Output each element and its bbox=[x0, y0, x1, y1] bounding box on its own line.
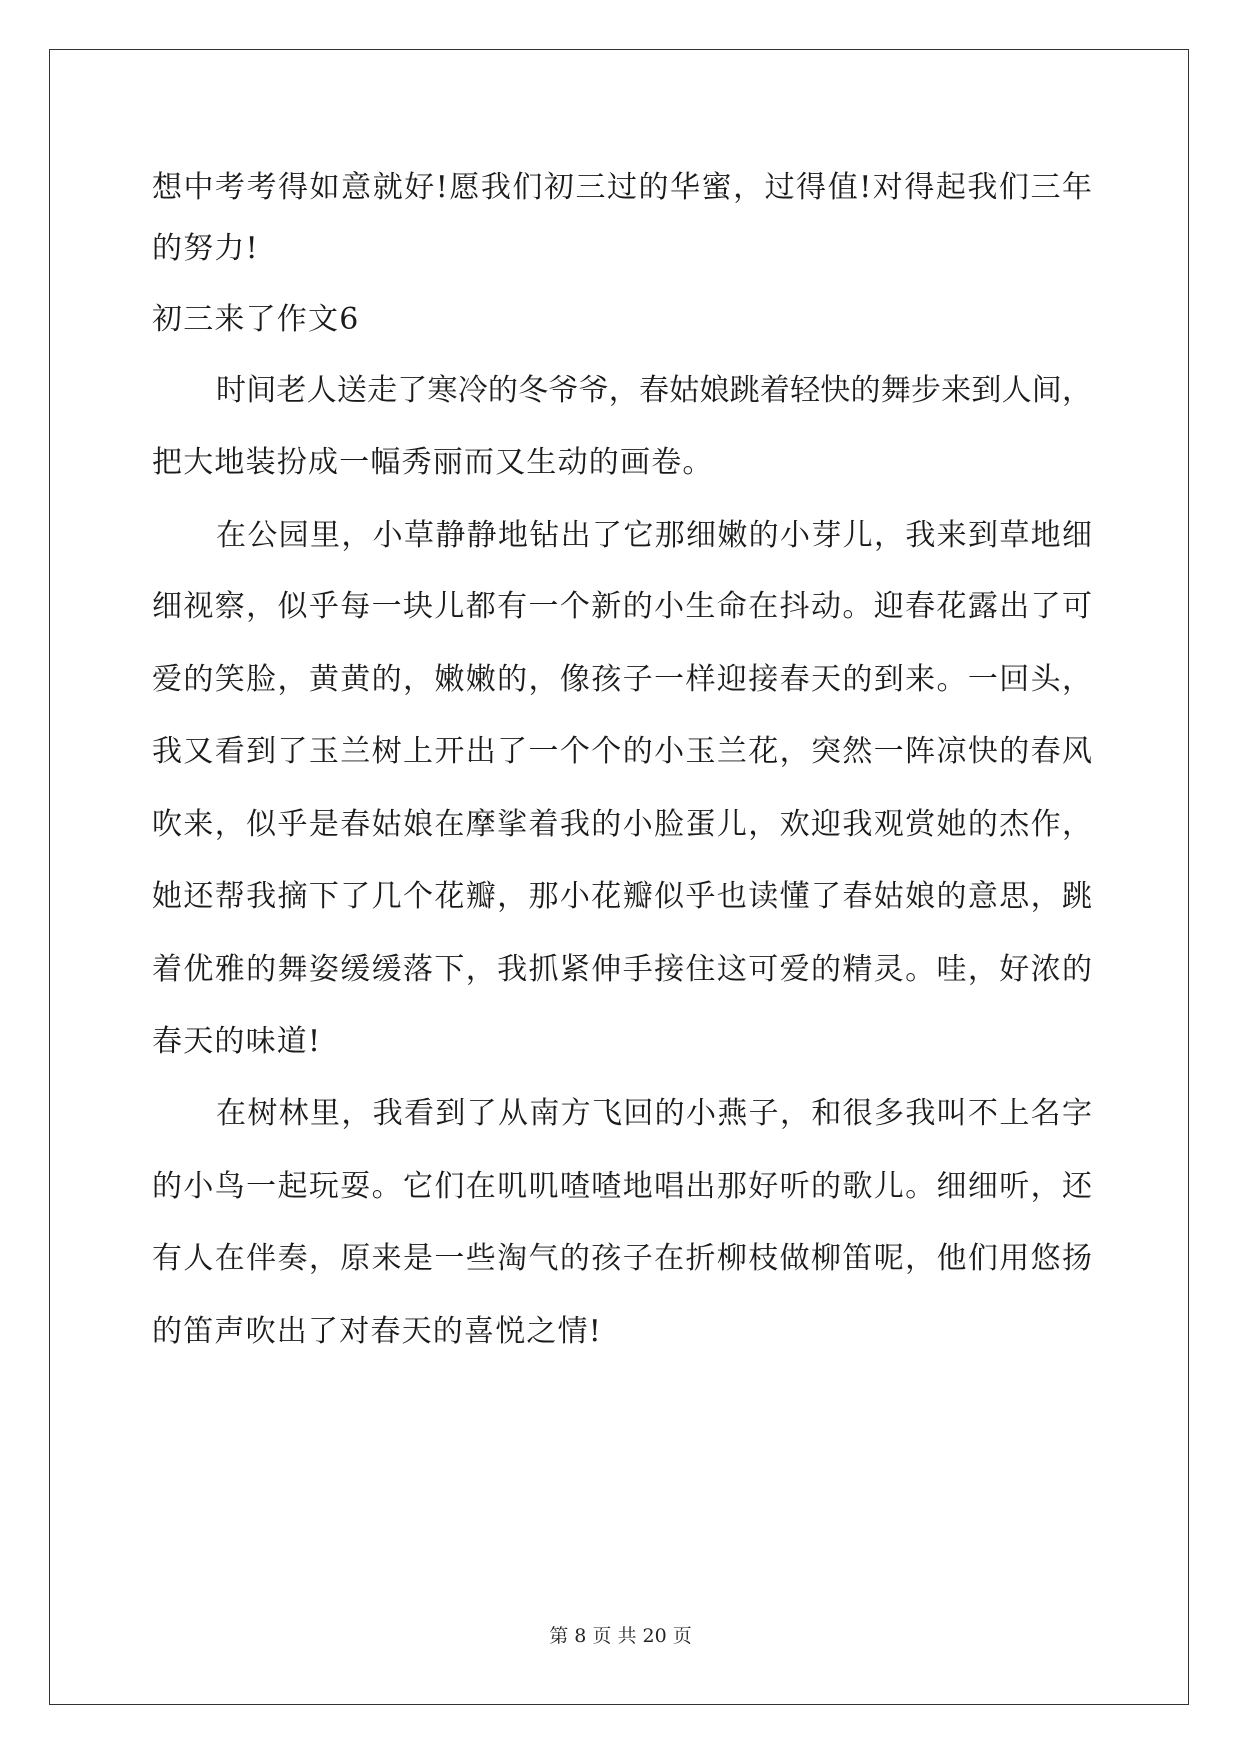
text-line: 春天的味道! bbox=[152, 1024, 322, 1059]
text-line: 细视察，似乎每一块儿都有一个新的小生命在抖动。迎春花露出了可 bbox=[152, 589, 1092, 624]
text-line: 吹来，似乎是春姑娘在摩挲着我的小脸蛋儿，欢迎我观赏她的杰作， bbox=[152, 807, 1092, 842]
text-line: 的努力! bbox=[152, 231, 259, 266]
text-line: 在公园里，小草静静地钻出了它那细嫩的小芽儿，我来到草地细 bbox=[216, 518, 1092, 553]
text-line: 她还帮我摘下了几个花瓣，那小花瓣似乎也读懂了春姑娘的意思，跳 bbox=[152, 879, 1092, 914]
page-number: 第 8 页 共 20 页 bbox=[549, 1625, 692, 1647]
section-heading: 初三来了作文6 bbox=[152, 302, 360, 337]
text-line: 的小鸟一起玩耍。它们在叽叽喳喳地唱出那好听的歌儿。细细听，还 bbox=[152, 1169, 1092, 1204]
text-line: 时间老人送走了寒冷的冬爷爷，春姑娘跳着轻快的舞步来到人间， bbox=[216, 373, 1092, 408]
text-line: 我又看到了玉兰树上开出了一个个的小玉兰花，突然一阵凉快的春风 bbox=[152, 734, 1092, 769]
text-line: 有人在伴奏，原来是一些淘气的孩子在折柳枝做柳笛呢，他们用悠扬 bbox=[152, 1241, 1092, 1276]
text-line: 的笛声吹出了对春天的喜悦之情! bbox=[152, 1314, 603, 1349]
text-line: 想中考考得如意就好!愿我们初三过的华蜜，过得值!对得起我们三年 bbox=[152, 170, 1092, 205]
text-line: 在树林里，我看到了从南方飞回的小燕子，和很多我叫不上名字 bbox=[216, 1096, 1092, 1131]
text-line: 爱的笑脸，黄黄的，嫩嫩的，像孩子一样迎接春天的到来。一回头， bbox=[152, 662, 1092, 697]
text-line: 着优雅的舞姿缓缓落下，我抓紧伸手接住这可爱的精灵。哇，好浓的 bbox=[152, 952, 1092, 987]
text-line: 把大地装扮成一幅秀丽而又生动的画卷。 bbox=[152, 445, 714, 480]
